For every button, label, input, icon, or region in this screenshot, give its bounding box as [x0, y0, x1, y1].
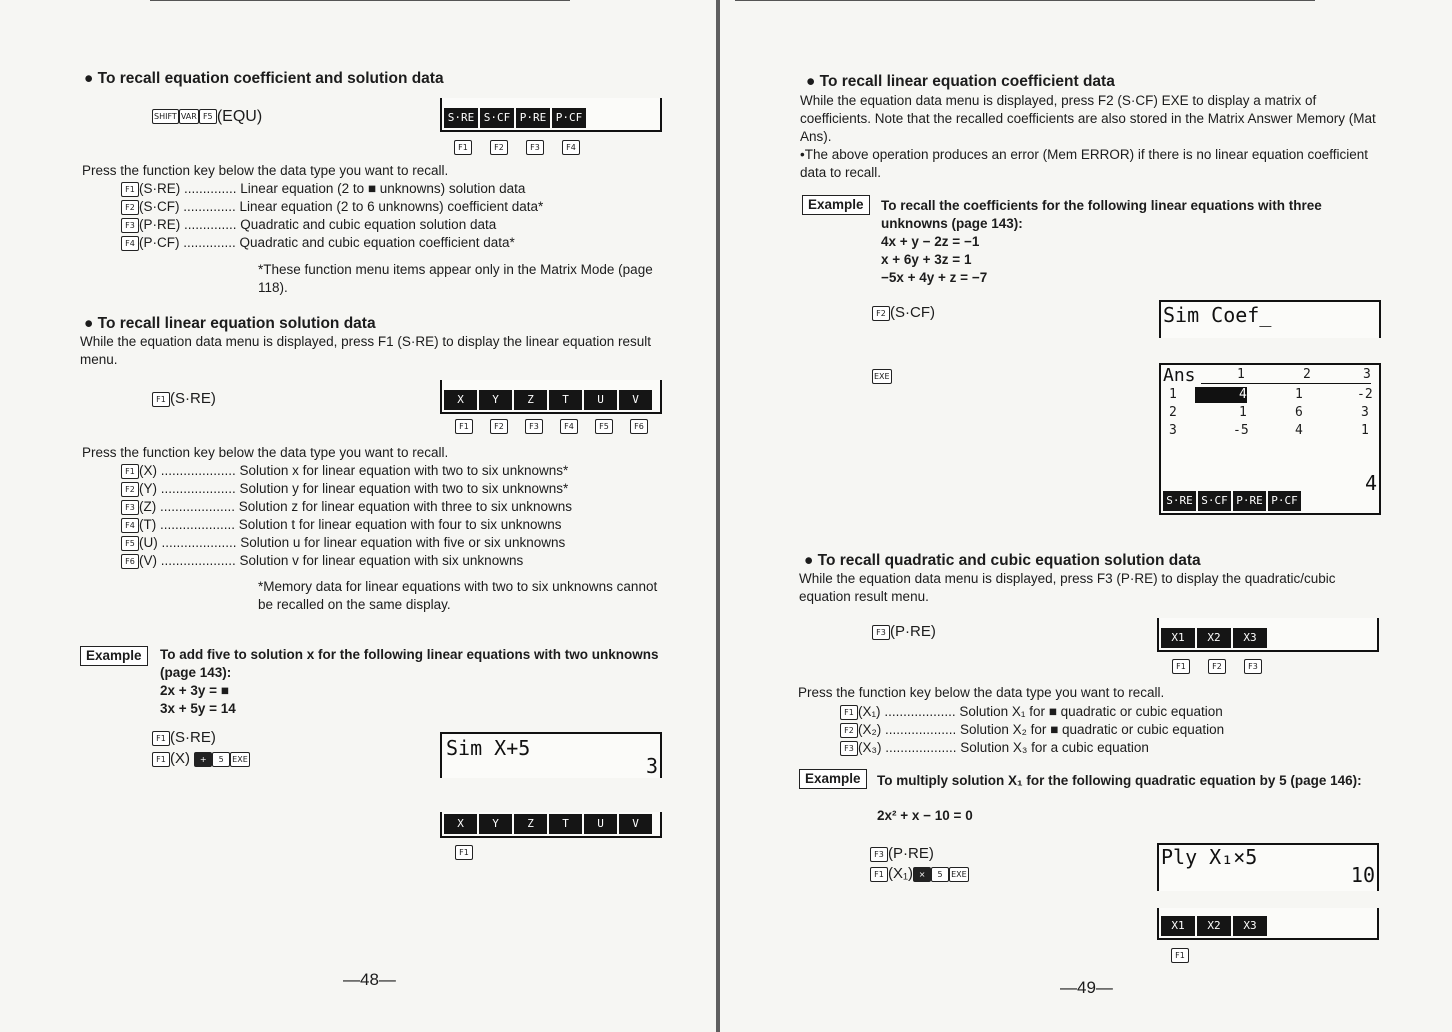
calculator-screen	[1157, 618, 1379, 652]
plus-key: +	[194, 752, 212, 767]
function-menu	[1161, 628, 1267, 648]
equation: −5x + 4y + z = −7	[881, 270, 988, 285]
equation: 4x + y − 2z = −1	[881, 234, 980, 249]
matrix-row-header: 3	[1169, 423, 1177, 438]
screen-result: 3	[645, 754, 658, 778]
f1-key: F1	[152, 731, 170, 746]
calculator-screen	[440, 732, 662, 778]
list-item: F2 (S·CF) .............. Linear equation (2 to 6 unknowns) coefficient data*	[121, 198, 543, 216]
f1-key: F1	[455, 845, 473, 860]
screen-expression: Ply X₁×5	[1161, 845, 1258, 869]
menu-item-scf: S·CF	[480, 108, 514, 128]
matrix-cell: -5	[1233, 423, 1249, 438]
example-label: Example	[802, 195, 870, 215]
key-sequence: F1 (X) + 5 EXE	[152, 750, 250, 768]
matrix-header-rule	[1201, 383, 1371, 384]
matrix-cell: -2	[1357, 387, 1373, 402]
f1-key: F1	[454, 140, 472, 155]
calculator-screen	[1159, 300, 1381, 338]
equation: x + 6y + 3z = 1	[881, 252, 972, 267]
f6-key: F6	[630, 419, 648, 434]
function-keys	[1172, 659, 1262, 674]
menu-item-y: Y	[479, 814, 512, 834]
instruction-text: Press the function key below the data type you want to recall.	[82, 163, 449, 178]
example-label: Example	[80, 646, 148, 666]
matrix-col-header: 3	[1363, 367, 1371, 382]
function-menu	[444, 814, 652, 834]
exe-key: EXE	[230, 752, 250, 767]
menu-item-z: Z	[514, 814, 547, 834]
section-title: ● To recall linear equation solution data	[84, 315, 376, 332]
f1-key: F1	[1171, 948, 1189, 963]
list-item: F4 (P·CF) .............. Quadratic and cubic equation coefficient data*	[121, 234, 515, 252]
f1-key: F1	[152, 392, 170, 407]
f3-key: F3	[870, 847, 888, 862]
paragraph: While the equation data menu is displayed, press F2 (S·CF) EXE to display a matrix of coefficients. Note that the recalled coefficients are also stored in the Matrix Answer Memory (Mat Ans).	[800, 93, 1376, 144]
matrix-title: Ans	[1163, 365, 1196, 386]
function-keys	[455, 419, 648, 434]
example-text: To recall the coefficients for the following linear equations with three unknowns (page 143):	[881, 198, 1322, 231]
function-keys	[454, 140, 580, 155]
f3-key: F3	[525, 419, 543, 434]
five-key: 5	[931, 867, 949, 882]
calculator-screen	[1157, 843, 1379, 891]
equation: 2x + 3y = ■	[160, 683, 229, 698]
list-item: F1 (X₁) ................... Solution X₁ for ■ quadratic or cubic equation	[840, 703, 1223, 721]
key-sequence	[872, 367, 892, 385]
menu-item-pcf: P·CF	[552, 108, 586, 128]
function-menu	[444, 390, 652, 410]
menu-item-t: T	[549, 390, 582, 410]
f2-key: F2	[872, 306, 890, 321]
footnote: *These function menu items appear only in the Matrix Mode (page 118).	[258, 262, 653, 295]
matrix-cell: 4	[1295, 423, 1303, 438]
f1-key: F1	[870, 867, 888, 882]
matrix-cell: 1	[1361, 423, 1369, 438]
list-item: F2 (Y) .................... Solution y for linear equation with two to six unknowns*	[121, 480, 568, 498]
menu-item-x2: X2	[1197, 628, 1231, 648]
menu-item-u: U	[584, 814, 617, 834]
key-sequence: F3 (P·RE)	[870, 845, 934, 863]
five-key: 5	[212, 752, 230, 767]
key-sequence: F2 (S·CF)	[872, 304, 935, 322]
page-number: —49—	[1060, 978, 1113, 997]
page-number: —48—	[343, 970, 396, 989]
calculator-screen	[440, 98, 662, 132]
list-item: F3 (X₃) ................... Solution X₃ for a cubic equation	[840, 739, 1149, 757]
footnote: *Memory data for linear equations with two to six unknowns cannot be recalled on the same display.	[258, 579, 658, 612]
menu-item-t: T	[549, 814, 582, 834]
f2-key: F2	[490, 140, 508, 155]
f2-key: F2	[490, 419, 508, 434]
list-item: F4 (T) .................... Solution t for linear equation with four to six unknowns	[121, 516, 561, 534]
f3-key: F3	[1244, 659, 1262, 674]
f3-key: F3	[872, 625, 890, 640]
menu-item-sre: S·RE	[1163, 491, 1196, 511]
list-item: F1 (S·RE) .............. Linear equation (2 to ■ unknowns) solution data	[121, 180, 525, 198]
paragraph: While the equation data menu is displayed, press F3 (P·RE) to display the quadratic/cubic equation result menu.	[799, 571, 1336, 604]
f3-key: F3	[526, 140, 544, 155]
menu-item-x2: X2	[1197, 916, 1231, 936]
menu-item-x1: X1	[1161, 916, 1195, 936]
matrix-cell: 3	[1361, 405, 1369, 420]
menu-item-sre: S·RE	[444, 108, 478, 128]
exe-key: EXE	[949, 867, 969, 882]
menu-item-z: Z	[514, 390, 547, 410]
calculator-screen	[440, 812, 662, 838]
menu-item-pcf: P·CF	[1268, 491, 1301, 511]
menu-item-y: Y	[479, 390, 512, 410]
key-sequence: F1 (X₁) × 5 EXE	[870, 865, 969, 883]
menu-item-x1: X1	[1161, 628, 1195, 648]
page-48	[0, 0, 720, 1032]
exe-key: EXE	[872, 369, 892, 384]
screen-result: 10	[1350, 863, 1375, 887]
menu-item-v: V	[619, 390, 652, 410]
f5-key: F5	[199, 109, 217, 124]
matrix-cell: 4	[1239, 387, 1247, 402]
menu-item-x: X	[444, 814, 477, 834]
key-sequence: F1 (S·RE)	[152, 390, 216, 408]
menu-item-x: X	[444, 390, 477, 410]
menu-item-pre: P·RE	[1233, 491, 1266, 511]
f4-key: F4	[560, 419, 578, 434]
f2-key: F2	[1208, 659, 1226, 674]
example-text: To add five to solution x for the following linear equations with two unknowns (page 143):	[160, 647, 659, 680]
instruction-text: Press the function key below the data type you want to recall.	[82, 445, 449, 460]
calculator-screen	[440, 380, 662, 414]
key-sequence: F1 (S·RE)	[152, 729, 216, 747]
paragraph: While the equation data menu is displayed, press F1 (S·RE) to display the linear equation result menu.	[80, 334, 652, 367]
section-title: ● To recall equation coefficient and solution data	[84, 70, 444, 87]
screen-expression: Sim Coef_	[1163, 303, 1272, 327]
equation: 3x + 5y = 14	[160, 701, 236, 716]
instruction-text: Press the function key below the data type you want to recall.	[798, 685, 1165, 700]
function-menu	[1161, 916, 1267, 936]
menu-item-x3: X3	[1233, 628, 1267, 648]
key-sequence: F3 (P·RE)	[872, 623, 936, 641]
f1-key: F1	[152, 752, 170, 767]
function-menu	[1163, 491, 1301, 511]
matrix-row-header: 2	[1169, 405, 1177, 420]
matrix-col-header: 2	[1303, 367, 1311, 382]
var-key: VAR	[179, 109, 199, 124]
menu-item-u: U	[584, 390, 617, 410]
example-label: Example	[799, 769, 867, 789]
menu-item-pre: P·RE	[516, 108, 550, 128]
matrix-col-header: 1	[1237, 367, 1245, 382]
multiply-key: ×	[913, 867, 931, 882]
screen-expression: Sim X+5	[446, 736, 531, 760]
function-menu	[444, 108, 586, 128]
shift-key: SHIFT	[152, 109, 179, 124]
matrix-screen	[1159, 363, 1381, 515]
page-49	[724, 0, 1452, 1032]
menu-item-x3: X3	[1233, 916, 1267, 936]
matrix-cell: 1	[1239, 405, 1247, 420]
list-item: F1 (X) .................... Solution x for linear equation with two to six unknowns*	[121, 462, 568, 480]
f4-key: F4	[562, 140, 580, 155]
matrix-cell-value: 4	[1364, 471, 1377, 495]
matrix-cell: 6	[1295, 405, 1303, 420]
key-sequence-label: (EQU)	[216, 108, 263, 125]
matrix-row-header: 1	[1169, 387, 1177, 402]
section-title: ● To recall quadratic and cubic equation solution data	[804, 552, 1201, 569]
key-sequence	[152, 108, 262, 126]
menu-item-v: V	[619, 814, 652, 834]
f1-key: F1	[1172, 659, 1190, 674]
matrix-cell: 1	[1295, 387, 1303, 402]
list-item: F3 (P·RE) .............. Quadratic and cubic equation solution data	[121, 216, 496, 234]
section-title: ● To recall linear equation coefficient data	[806, 73, 1115, 90]
calculator-screen	[1157, 908, 1379, 940]
f1-key: F1	[455, 419, 473, 434]
menu-item-scf: S·CF	[1198, 491, 1231, 511]
list-item: F3 (Z) .................... Solution z for linear equation with three to six unknowns	[121, 498, 572, 516]
example-text: To multiply solution X₁ for the following quadratic equation by 5 (page 146):	[877, 773, 1362, 788]
paragraph: •The above operation produces an error (Mem ERROR) if there is no linear equation coefficient data to recall.	[800, 147, 1369, 180]
equation: 2x² + x − 10 = 0	[877, 808, 973, 823]
f5-key: F5	[595, 419, 613, 434]
list-item: F6 (V) .................... Solution v for linear equation with six unknowns	[121, 552, 523, 570]
list-item: F2 (X₂) ................... Solution X₂ for ■ quadratic or cubic equation	[840, 721, 1224, 739]
list-item: F5 (U) .................... Solution u for linear equation with five or six unknowns	[121, 534, 565, 552]
